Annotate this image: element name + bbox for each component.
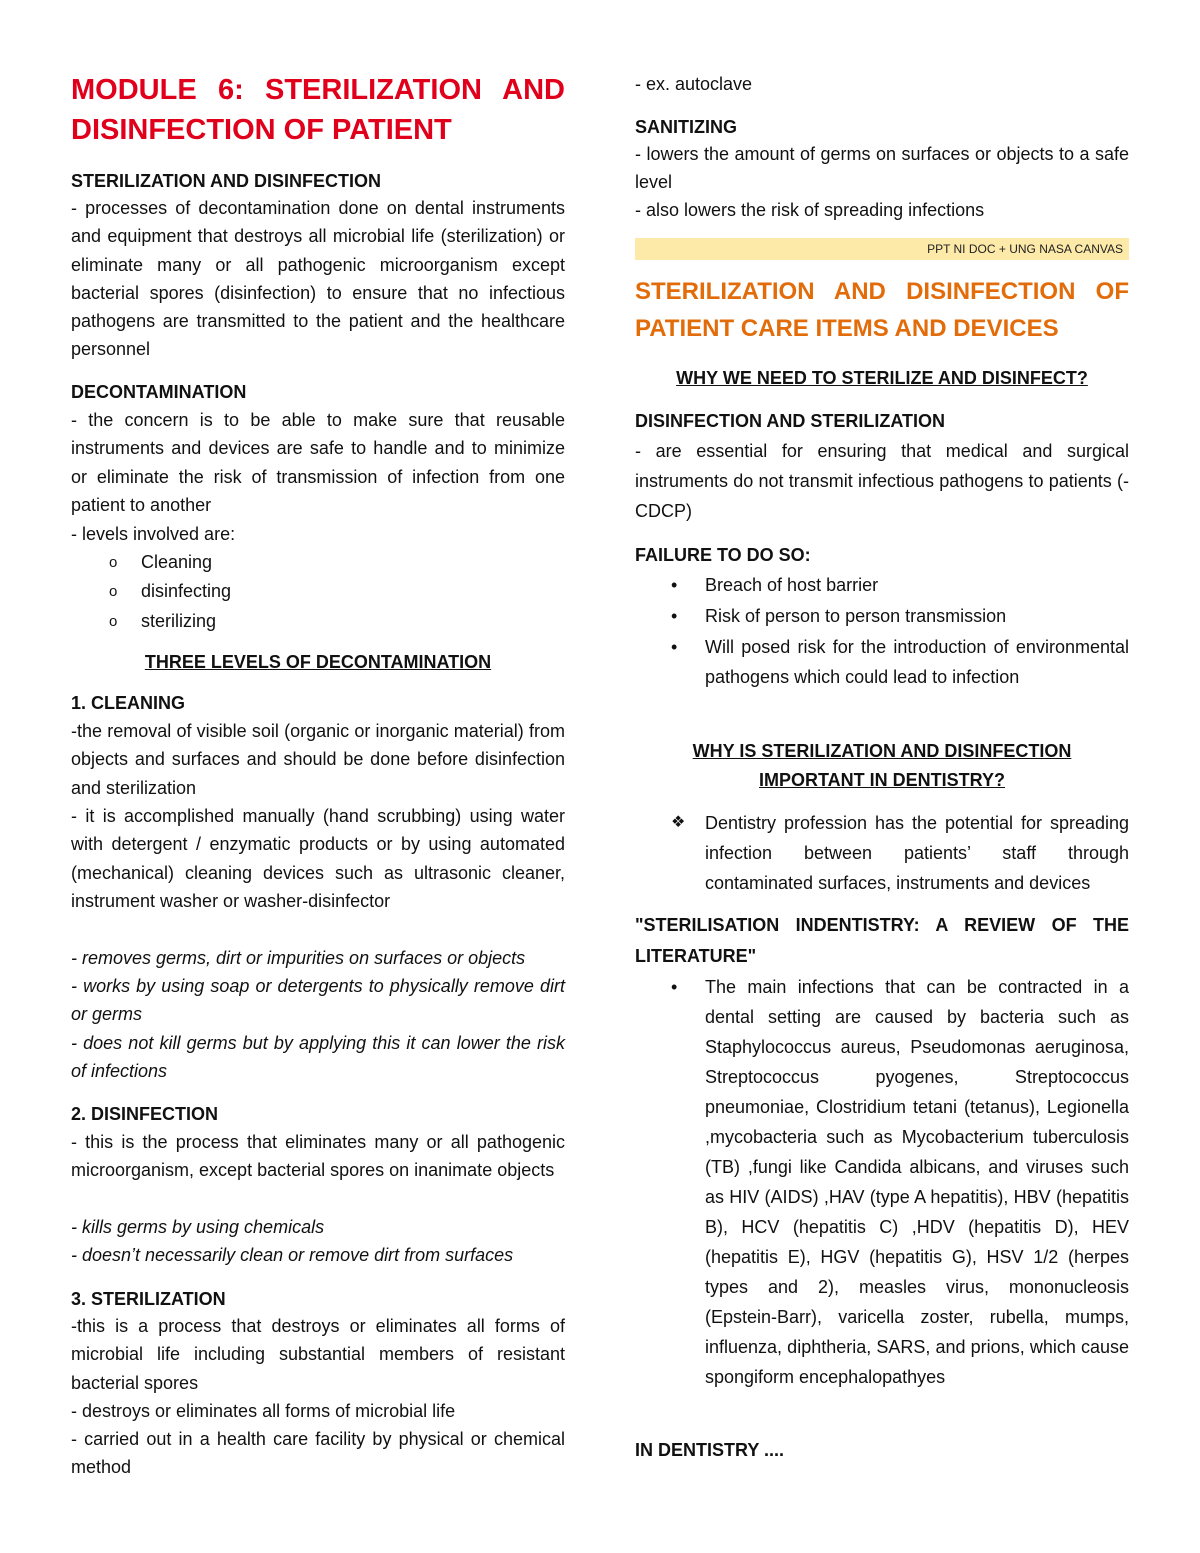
cleaning-italic-2: - works by using soap or detergents to physically remove dirt or germs (71, 976, 565, 1025)
levels-intro: - levels involved are: (71, 524, 236, 544)
circle-bullet-icon: o (109, 583, 118, 601)
review-heading-line2: LITERATURE" (635, 946, 757, 966)
decontamination-text: - the concern is to be able to make sure that reusable instruments and devices are safe to handle and to minimize or eliminate the risk of transmission of infection from one patient to another (71, 410, 565, 515)
source-banner: PPT NI DOC + UNG NASA CANVAS (635, 238, 1129, 260)
bullet-icon: • (671, 575, 678, 595)
bullet-icon: • (671, 637, 678, 657)
review-heading-line1 (635, 913, 1129, 937)
sterilization-disinfection-text: - processes of decontamination done on dental instruments and equipment that destroys all microbial life (sterilization) or eliminate many or all pathogenic microorganism except bacterial spores (disinfection) to ensure that no infectious pathogens are transmitted to the patient and the healthcare personnel (71, 198, 565, 360)
infections-list (635, 972, 1129, 1392)
module-title: MODULE 6: STERILIZATION AND (71, 74, 565, 106)
three-levels-heading: THREE LEVELS OF DECONTAMINATION (144, 652, 492, 672)
sterilization-text-1: -this is a process that destroys or eliminates all forms of microbial life including substantial members of resistant bacterial spores (71, 1316, 565, 1393)
cleaning-heading: 1. CLEANING (71, 693, 186, 713)
cleaning-italic-3: - does not kill germs but by applying this it can lower the risk of infections (71, 1033, 565, 1082)
list-item: ❖ Dentistry profession has the potential for spreading infection between patients’ staff through contaminated surfaces, instruments and devices (635, 808, 1129, 898)
sterilization-text-2: - destroys or eliminates all forms of microbial life (71, 1401, 456, 1421)
disinfection-text: - this is the process that eliminates many or all pathogenic microorganism, except bacterial spores on inanimate objects (71, 1132, 565, 1181)
bullet-icon: • (671, 977, 678, 997)
disinfection-italic-1: - kills germs by using chemicals (71, 1217, 325, 1237)
why-sterilize-heading: WHY WE NEED TO STERILIZE AND DISINFECT? (676, 368, 1088, 388)
list-item: • The main infections that can be contracted in a dental setting are caused by bacteria such as Staphylococcus aureus, Pseudomonas aeruginosa, Streptococcus pyogenes, Streptococcus pneumoniae, Clostridium tetani (tetanus), Legionella ,mycobacteria such as Mycobacterium tuberculosis (TB) ,fungi like Candida albicans, and viruses such as HIV (AIDS) ,HAV (type A hepatitis), HBV (hepatitis B), HCV (hepatitis C) ,HDV (hepatitis D), HEV (hepatitis E), HGV (hepatitis G), HSV 1/2 (herpes types and 2), measles virus, mononucleosis (Epstein-Barr), varicella zoster, rubella, mumps, influenza, diphtheria, SARS, and prions, which cause spongiform encephalopathyes (635, 972, 1129, 1392)
list-item: o sterilizing (71, 607, 565, 636)
disinfection-heading: 2. DISINFECTION (71, 1104, 219, 1124)
important-heading-line1: WHY IS STERILIZATION AND DISINFECTION (692, 741, 1072, 761)
care-items-title: STERILIZATION AND DISINFECTION OF PATIENT CARE ITEMS AND DEVICES (635, 278, 1129, 342)
decontamination-heading: DECONTAMINATION (71, 382, 247, 402)
sanitizing-text-1: - lowers the amount of germs on surfaces or objects to a safe level (635, 144, 1129, 193)
diamond-bullet-icon: ❖ (671, 814, 686, 831)
list-item: • Will posed risk for the introduction of environmental pathogens which could lead to infection (635, 632, 1129, 692)
list-item: • Breach of host barrier (635, 570, 1129, 600)
sterilization-heading: 3. STERILIZATION (71, 1289, 226, 1309)
failure-list (635, 570, 1129, 692)
list-item: o Cleaning (71, 548, 565, 577)
cleaning-text-2: - it is accomplished manually (hand scrubbing) using water with detergent / enzymatic products or by using automated (mechanical) cleaning devices such as ultrasonic cleaner, instrument washer or washer-disinfector (71, 806, 565, 911)
autoclave-example: - ex. autoclave (635, 74, 753, 94)
list-item: • Risk of person to person transmission (635, 601, 1129, 631)
ds-heading: DISINFECTION AND STERILIZATION (635, 411, 945, 431)
list-item: o disinfecting (71, 577, 565, 606)
diamond-list (635, 808, 1129, 898)
circle-bullet-icon: o (109, 554, 118, 571)
sterilization-text-3: - carried out in a health care facility by physical or chemical method (71, 1429, 565, 1478)
cleaning-text-1: -the removal of visible soil (organic or inorganic material) from objects and surfaces and should be done before disinfection and sterilization (71, 721, 565, 798)
module-title-line1 (71, 70, 565, 110)
cleaning-italic-1: - removes germs, dirt or impurities on surfaces or objects (71, 948, 526, 968)
review-heading: "STERILISATION INDENTISTRY: A REVIEW OF THE (635, 915, 1129, 935)
circle-bullet-icon: o (109, 612, 118, 630)
sanitizing-heading: SANITIZING (635, 117, 737, 137)
in-dentistry-heading: IN DENTISTRY .... (635, 1440, 785, 1460)
levels-list (71, 548, 565, 636)
important-heading-line2: IMPORTANT IN DENTISTRY? (759, 770, 1005, 790)
disinfection-italic-2: - doesn’t necessarily clean or remove dirt from surfaces (71, 1245, 514, 1265)
bullet-icon: • (671, 606, 678, 626)
module-title-line2: DISINFECTION OF PATIENT (71, 114, 452, 146)
sterilization-disinfection-heading: STERILIZATION AND DISINFECTION (71, 171, 381, 191)
failure-heading: FAILURE TO DO SO: (635, 545, 811, 565)
sanitizing-text-2: - also lowers the risk of spreading infections (635, 200, 985, 220)
ds-text: - are essential for ensuring that medical and surgical instruments do not transmit infectious pathogens to patients (- CDCP) (635, 441, 1129, 521)
